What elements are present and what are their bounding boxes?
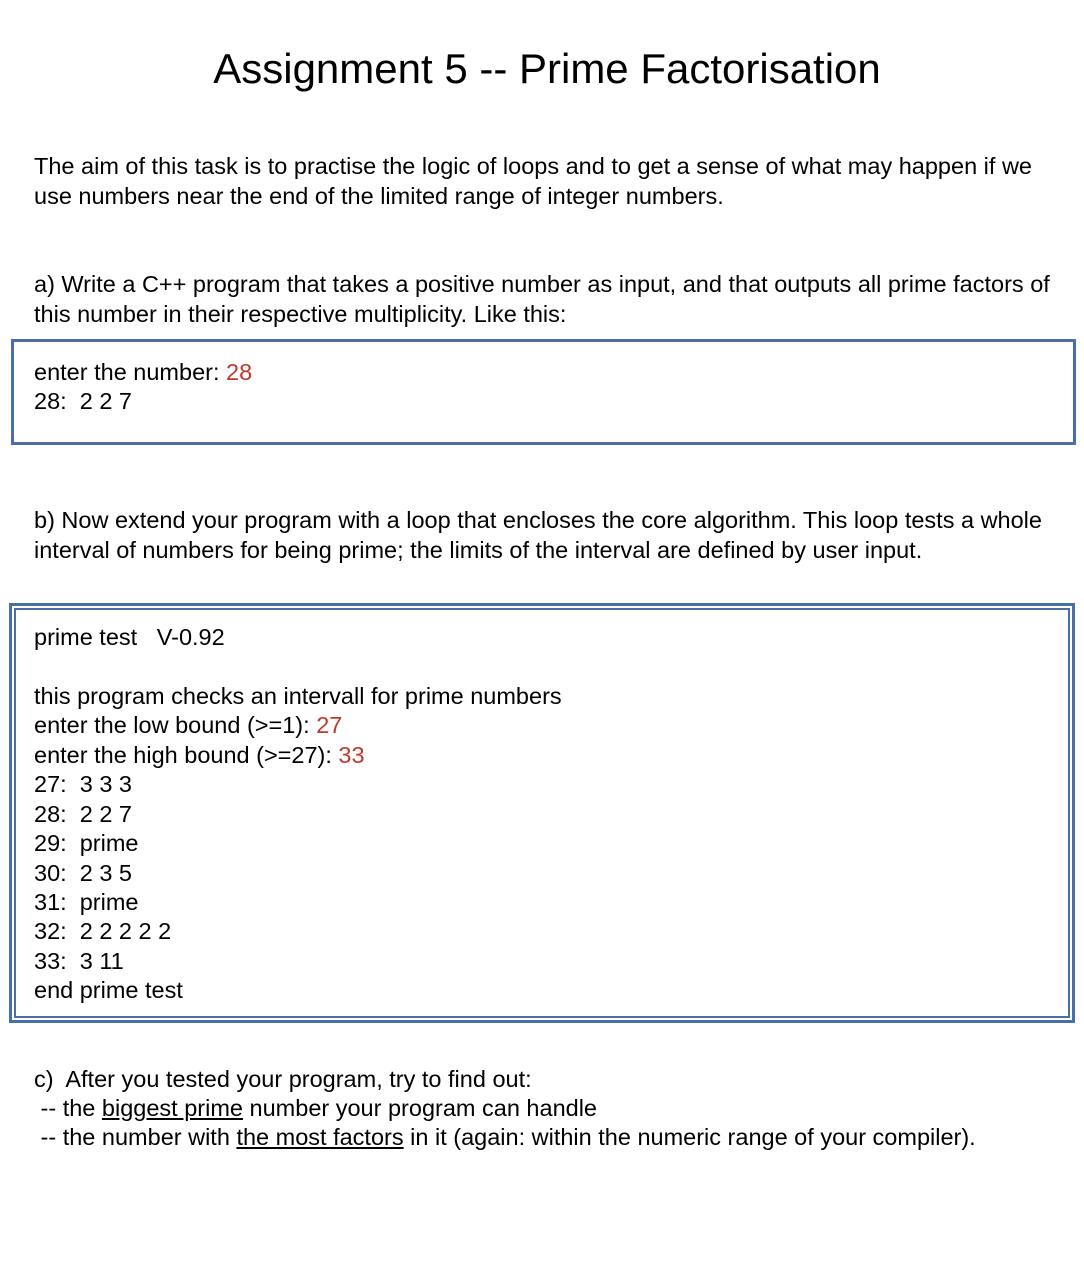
console-a-input: 28 (226, 359, 253, 385)
console-box-b (10, 604, 1074, 1022)
console-b-description: this program checks an intervall for prime numbers (34, 683, 562, 709)
console-b-low-line (34, 711, 342, 741)
part-b-text: b) Now extend your program with a loop that encloses the core algorithm. This loop tests a whole interval of numbers for being prime; the limits of the interval are defined by user input. (34, 507, 1042, 563)
console-b-result-line: 32: 2 2 2 2 2 (34, 918, 172, 944)
part-c-item-1 (34, 1094, 597, 1124)
part-c-intro: c) After you tested your program, try to find out: (34, 1066, 532, 1092)
console-a-prompt: enter the number: (34, 359, 227, 385)
console-b-low-input: 27 (316, 712, 343, 738)
part-a-text: a) Write a C++ program that takes a positive number as input, and that outputs all prime factors of this number in their respective multiplicity. Like this: (34, 271, 1050, 327)
console-b-result-line: 33: 3 11 (34, 948, 124, 974)
console-b-header: prime test V-0.92 (34, 624, 225, 650)
part-c-item-2 (34, 1123, 976, 1153)
console-b-low-prompt: enter the low bound (>=1): (34, 712, 317, 738)
console-b-result-line: 31: prime (34, 889, 139, 915)
part-c-item-2-underlined: the most factors (236, 1124, 404, 1150)
part-c-item-2-post: in it (again: within the numeric range of your compiler). (403, 1124, 976, 1150)
part-c-item-1-underlined: biggest prime (101, 1095, 243, 1121)
console-b-result-line: 30: 2 3 5 (34, 860, 132, 886)
console-b-result-line: 28: 2 2 7 (34, 801, 132, 827)
console-a-output: 28: 2 2 7 (34, 388, 132, 414)
console-b-high-input: 33 (338, 742, 365, 768)
part-c-item-2-pre: -- the number with (34, 1124, 237, 1150)
intro-paragraph: The aim of this task is to practise the logic of loops and to get a sense of what may happen if we use numbers near the end of the limited range of integer numbers. (34, 153, 1032, 209)
page-title: Assignment 5 -- Prime Factorisation (213, 45, 881, 92)
console-b-result-line: 29: prime (34, 830, 139, 856)
part-c-item-1-pre: -- the (34, 1095, 102, 1121)
console-box-a (11, 339, 1076, 445)
console-b-result-line: 27: 3 3 3 (34, 771, 132, 797)
console-b-high-prompt: enter the high bound (>=27): (34, 742, 339, 768)
console-b-footer: end prime test (34, 977, 183, 1003)
part-c-item-1-post: number your program can handle (243, 1095, 598, 1121)
console-b-high-line (34, 741, 365, 771)
console-a-prompt-line (34, 358, 252, 388)
